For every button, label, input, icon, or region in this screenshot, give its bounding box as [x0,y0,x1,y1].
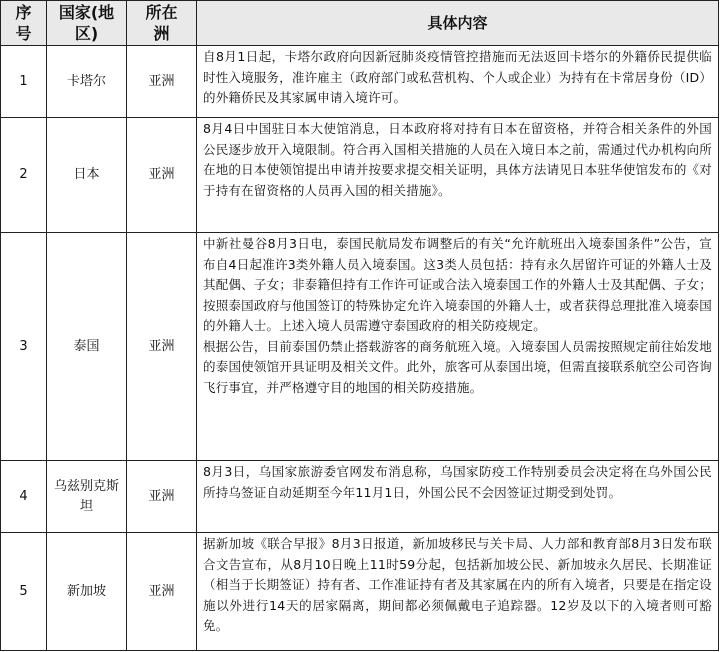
row-country: 泰国 [47,233,127,461]
content-paragraph: 8月4日中国驻日本大使馆消息，日本政府将对持有日本在留资格，并符合相关条件的外国公民逐步放开入境限制。符合再入国相关措施的人员在入境日本之前，需通过代办机构向所在地的日本使领馆提出申请并按要求提交相关证明，具体方法请见日本驻华使馆发布的《对于持有在留资格的人员再入国的相关措施》。 [203,121,712,198]
table-row [1,461,719,533]
header-content: 具体内容 [197,1,719,46]
content-paragraph: 自8月1日起，卡塔尔政府向因新冠肺炎疫情管控措施而无法返回卡塔尔的外籍侨民提供临时性入境服务，准许雇主（政府部门或私营机构、个人或企业）为持有在卡常居身份（ID）的外籍侨民及其家属申请入境许可。 [203,49,713,105]
row-continent: 亚洲 [127,533,197,651]
header-continent: 所在洲 [127,1,197,46]
row-continent: 亚洲 [127,233,197,461]
table-row [1,533,719,651]
row-content [197,233,719,461]
content-paragraph: 中新社曼谷8月3日电，泰国民航局发布调整后的有关“允许航班出入境泰国条件”公告，宣布自4日起准许3类外籍人员入境泰国。这3类人员包括：持有永久居留许可证的外籍人士及其配偶、子女；非泰籍但持有工作许可证或合法入境泰国工作的外籍人士及其配偶、子女；按照泰国政府与他国签订的特殊协定允许入境泰国的外籍人士，或者获得总理批准入境泰国的外籍人士。上述入境人员需遵守泰国政府的相关防疫规定。 [203,236,712,333]
row-number: 5 [1,533,47,651]
row-number: 2 [1,118,47,233]
content-paragraph: 8月3日，乌国家旅游委官网发布消息称，乌国家防疫工作特别委员会决定将在乌外国公民所持乌签证自动延期至今年11月1日，外国公民不会因签证过期受到处罚。 [203,464,712,500]
row-number: 3 [1,233,47,461]
row-continent: 亚洲 [127,461,197,533]
row-content [197,118,719,233]
row-number: 4 [1,461,47,533]
header-country: 国家(地区) [47,1,127,46]
row-country: 新加坡 [47,533,127,651]
content-paragraph: 据新加坡《联合早报》8月3日报道，新加坡移民与关卡局、人力部和教育部8月3日发布联合文告宣布，从8月10日晚上11时59分起，包括新加坡公民、新加坡永久居民、长期准证（相当于长期签证）持有者、工作准证持有者及其家属在内的所有入境者，只要是在指定设施以外进行14天的居家隔离，期间都必须佩戴电子追踪器。12岁及以下的入境者则可豁免。 [203,536,712,633]
row-continent: 亚洲 [127,46,197,118]
row-country: 日本 [47,118,127,233]
header-row [1,1,719,46]
row-content [197,46,719,118]
row-continent: 亚洲 [127,118,197,233]
table-row [1,233,719,461]
row-content [197,533,719,651]
row-country: 乌兹别克斯坦 [47,461,127,533]
row-content [197,461,719,533]
table-row [1,118,719,233]
row-country: 卡塔尔 [47,46,127,118]
row-number: 1 [1,46,47,118]
table-row [1,46,719,118]
content-paragraph: 根据公告，目前泰国仍禁止搭载游客的商务航班入境。入境泰国人员需按照规定前往始发地的泰国使领馆开具证明及相关文件。此外，旅客可从泰国出境，但需直接联系航空公司咨询飞行事宜，并严格遵守目的地国的相关防疫措施。 [203,338,712,395]
header-no: 序号 [1,1,47,46]
